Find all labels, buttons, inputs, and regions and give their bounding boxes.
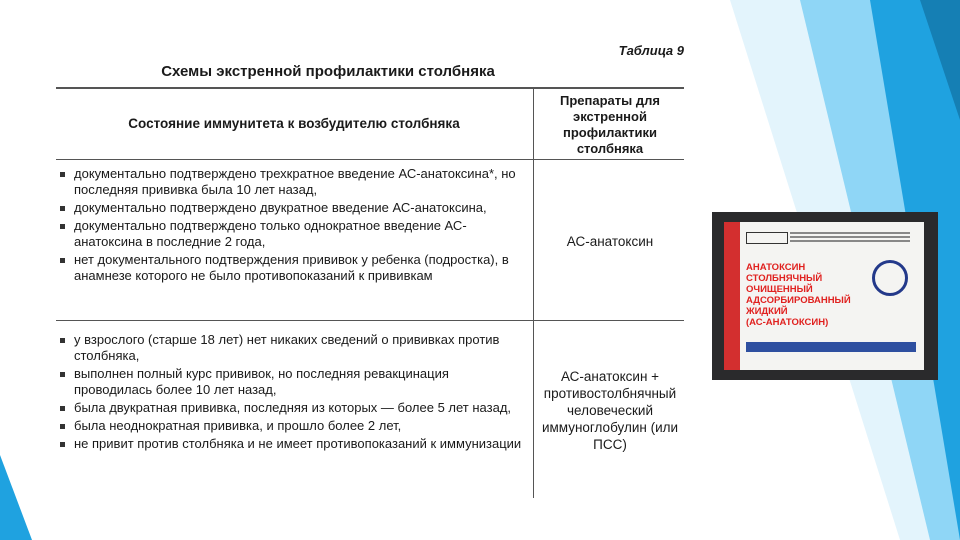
header-immunity-state: Состояние иммунитета к возбудителю столбняка bbox=[128, 116, 460, 131]
header-preparations: Препараты для экстренной профилактики столбняка bbox=[560, 93, 660, 156]
vaccine-box-photo bbox=[712, 212, 938, 380]
preparation-cell-1: АС-анатоксин bbox=[566, 234, 654, 249]
table-caption: Таблица 9 bbox=[618, 43, 684, 58]
list-item: у взрослого (старше 18 лет) нет никаких сведений о прививках против столбняка, bbox=[58, 332, 530, 364]
table-top-rule bbox=[56, 87, 684, 89]
list-item: не привит против столбняка и не имеет противопоказаний к иммунизации bbox=[58, 436, 530, 452]
list-item: была неоднократная прививка, и прошло более 2 лет, bbox=[58, 418, 530, 434]
box-fine-print bbox=[790, 232, 910, 234]
column-divider-rule bbox=[533, 88, 534, 498]
box-title-line: ЖИДКИЙ bbox=[746, 306, 788, 317]
list-item: документально подтверждено только однократное введение АС-анатоксина в последние 2 года, bbox=[58, 218, 530, 250]
box-red-stripe bbox=[724, 222, 740, 370]
conditions-list-2 bbox=[58, 332, 530, 454]
vaccine-box bbox=[724, 222, 924, 370]
list-item: была двукратная прививка, последняя из которых — более 5 лет назад, bbox=[58, 400, 530, 416]
box-title-line: АДСОРБИРОВАННЫЙ bbox=[746, 295, 851, 306]
box-title-line: (АС-АНАТОКСИН) bbox=[746, 317, 829, 328]
table-title: Схемы экстренной профилактики столбняка bbox=[161, 63, 495, 80]
box-title-line: АНАТОКСИН bbox=[746, 262, 806, 273]
box-title-line: ОЧИЩЕННЫЙ bbox=[746, 284, 813, 295]
box-blue-band bbox=[746, 342, 916, 352]
box-product-name bbox=[746, 262, 866, 328]
box-blue-ring bbox=[872, 260, 908, 296]
conditions-list-1 bbox=[58, 166, 530, 286]
list-item: нет документального подтверждения прививок у ребенка (подростка), в анамнезе которого не было противопоказаний к прививкам bbox=[58, 252, 530, 284]
manufacturer-logo bbox=[746, 232, 788, 244]
header-bottom-rule bbox=[56, 159, 684, 160]
preparation-cell-2: АС-анатоксин + противостолбнячный человеческий иммуноглобулин (или ПСС) bbox=[541, 369, 679, 452]
list-item: документально подтверждено трехкратное введение АС-анатоксина*, но последняя прививка была 10 лет назад, bbox=[58, 166, 530, 198]
row-divider-rule bbox=[56, 320, 684, 321]
left-accent-triangle bbox=[0, 455, 32, 540]
box-title-line: СТОЛБНЯЧНЫЙ bbox=[746, 273, 823, 284]
list-item: выполнен полный курс прививок, но последняя ревакцинация проводилась более 10 лет назад, bbox=[58, 366, 530, 398]
list-item: документально подтверждено двукратное введение АС-анатоксина, bbox=[58, 200, 530, 216]
